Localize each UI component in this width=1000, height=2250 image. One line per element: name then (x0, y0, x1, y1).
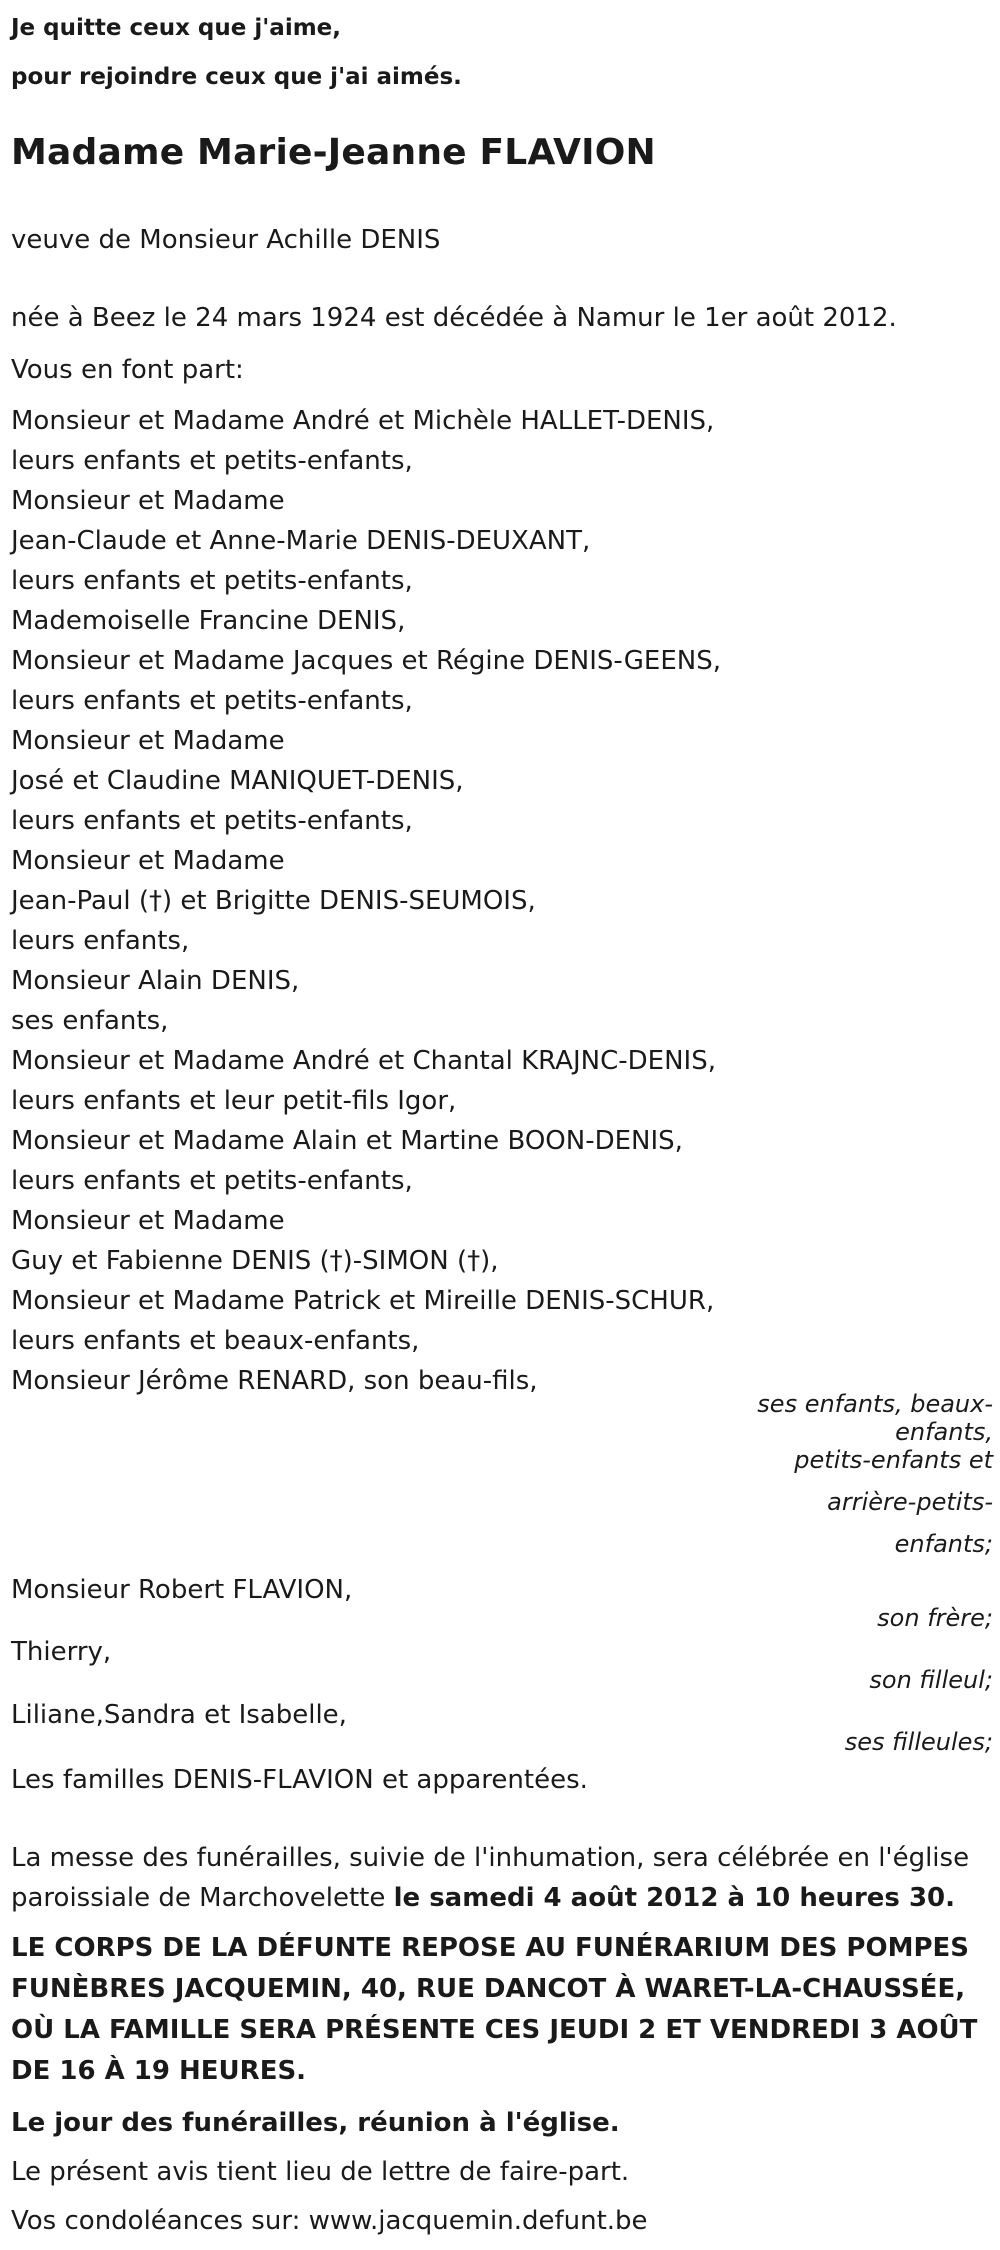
family-line: Monsieur et Madame Jacques et Régine DENIS-GEENS, (11, 646, 721, 676)
family-line: Guy et Fabienne DENIS (†)-SIMON (†), (11, 1246, 499, 1276)
family-line: José et Claudine MANIQUET-DENIS, (11, 766, 464, 796)
relative-name: Liliane,Sandra et Isabelle, (11, 1700, 347, 1730)
family-line: leurs enfants, (11, 926, 190, 956)
children-role-line: ses enfants, beaux- (757, 1390, 993, 1418)
announcers-intro: Vous en font part: (11, 355, 244, 385)
ceremony-paragraph (11, 1838, 993, 1918)
families-line: Les familles DENIS-FLAVION et apparentées. (11, 1765, 588, 1795)
family-line: leurs enfants et petits-enfants, (11, 566, 413, 596)
widow-of: veuve de Monsieur Achille DENIS (11, 225, 441, 255)
relative-role: ses filleules; (844, 1728, 993, 1756)
ceremony-date: le samedi 4 août 2012 à 10 heures 30. (393, 1883, 956, 1913)
ceremony-text: La messe des funérailles, suivie de l'inhumation, sera célébrée en l'église paroissiale de Marchovelette (11, 1843, 970, 1913)
family-list (11, 401, 721, 1401)
quote-line-1: Je quitte ceux que j'aime, (11, 15, 342, 41)
children-role-line: enfants, (895, 1418, 993, 1446)
children-role-line: petits-enfants et (794, 1446, 993, 1474)
family-line: Monsieur et Madame André et Chantal KRAJNC-DENIS, (11, 1046, 716, 1076)
family-line: leurs enfants et petits-enfants, (11, 806, 413, 836)
opening-quote (11, 4, 462, 102)
relative-role: son filleul; (869, 1666, 993, 1694)
family-line: Monsieur et Madame (11, 726, 285, 756)
family-line: Monsieur Alain DENIS, (11, 966, 300, 996)
meeting-line: Le jour des funérailles, réunion à l'église. (11, 2108, 620, 2138)
family-line: Monsieur et Madame Patrick et Mireille DENIS-SCHUR, (11, 1286, 715, 1316)
family-line: Monsieur et Madame (11, 486, 285, 516)
relative-role: son frère; (877, 1604, 993, 1632)
notice-line: Le présent avis tient lieu de lettre de faire-part. (11, 2157, 630, 2187)
family-line: Monsieur et Madame André et Michèle HALLET-DENIS, (11, 406, 715, 436)
relative-name: Monsieur Robert FLAVION, (11, 1575, 353, 1605)
family-line: leurs enfants et beaux-enfants, (11, 1326, 420, 1356)
family-line: Jean-Claude et Anne-Marie DENIS-DEUXANT, (11, 526, 591, 556)
family-line: Monsieur et Madame Alain et Martine BOON-DENIS, (11, 1126, 683, 1156)
family-line: Monsieur et Madame (11, 1206, 285, 1236)
children-role-line: arrière-petits- (827, 1488, 993, 1516)
family-line: ses enfants, (11, 1006, 169, 1036)
relative-name: Thierry, (11, 1637, 112, 1667)
funerarium-paragraph: LE CORPS DE LA DÉFUNTE REPOSE AU FUNÉRARIUM DES POMPES FUNÈBRES JACQUEMIN, 40, RUE DANCOT À WARET-LA-CHAUSSÉE, OÙ LA FAMILLE SERA PRÉSENTE CES JEUDI 2 ET VENDREDI 3 AOÛT DE 16 À 19 HEURES. (11, 1933, 978, 2086)
children-role-line: enfants; (894, 1530, 993, 1558)
family-line: leurs enfants et petits-enfants, (11, 686, 413, 716)
family-line: Jean-Paul (†) et Brigitte DENIS-SEUMOIS, (11, 886, 536, 916)
family-line: Monsieur et Madame (11, 846, 285, 876)
birth-death-info: née à Beez le 24 mars 1924 est décédée à Namur le 1er août 2012. (11, 303, 897, 333)
family-line: leurs enfants et petits-enfants, (11, 1166, 413, 1196)
quote-line-2: pour rejoindre ceux que j'ai aimés. (11, 64, 462, 90)
family-line: Monsieur Jérôme RENARD, son beau-fils, (11, 1366, 538, 1396)
condolences-line: Vos condoléances sur: www.jacquemin.defunt.be (11, 2206, 648, 2236)
family-line: Mademoiselle Francine DENIS, (11, 606, 406, 636)
family-line: leurs enfants et petits-enfants, (11, 446, 413, 476)
family-line: leurs enfants et leur petit-fils Igor, (11, 1086, 457, 1116)
deceased-name: Madame Marie-Jeanne FLAVION (11, 132, 656, 173)
children-role (757, 1385, 993, 1563)
